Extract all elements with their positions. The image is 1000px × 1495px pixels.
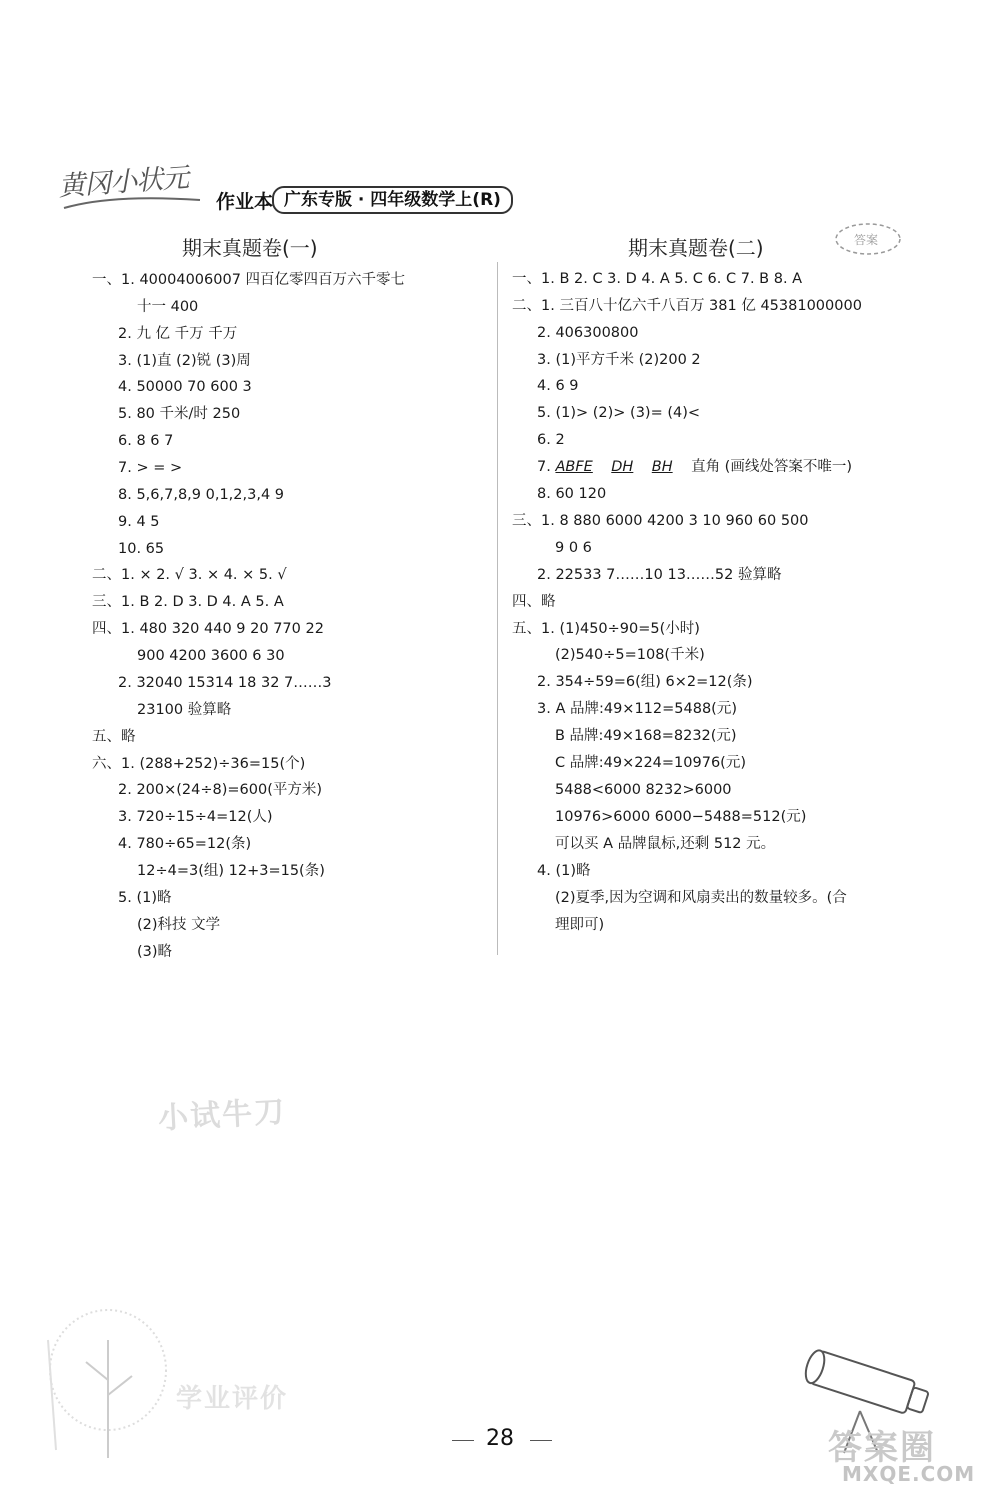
brand-logo: 黄冈小状元 xyxy=(57,162,190,203)
right-line-22: 可以买 A 品牌鼠标,还剩 512 元。 xyxy=(555,836,776,852)
line7-answer-3: BH xyxy=(651,459,673,475)
left-line-2: 十一 400 xyxy=(137,299,199,315)
line7-suffix: 直角 (画线处答案不唯一) xyxy=(691,459,853,475)
right-line-15: (2)540÷5=108(千米) xyxy=(555,647,705,663)
left-line-26: (3)略 xyxy=(137,944,173,960)
right-line-13: 四、略 xyxy=(512,594,556,610)
left-line-17: 23100 验算略 xyxy=(137,702,232,718)
right-line-4: 3. (1)平方千米 (2)200 2 xyxy=(537,352,701,368)
right-line-20: 5488<6000 8232>6000 xyxy=(555,782,732,798)
right-line-11: 9 0 6 xyxy=(555,540,592,556)
watermark-url: MXQE.COM xyxy=(842,1462,976,1486)
left-line-11: 10. 65 xyxy=(118,541,165,557)
left-line-19: 六、1. (288+252)÷36=15(个) xyxy=(92,756,306,772)
faded-footer-heading: 学业评价 xyxy=(176,1384,289,1414)
left-line-20: 2. 200×(24÷8)=600(平方米) xyxy=(118,782,323,798)
right-line-5: 4. 6 9 xyxy=(537,378,579,394)
right-line-16: 2. 354÷59=6(组) 6×2=12(条) xyxy=(537,674,753,690)
page-number-dash-left xyxy=(452,1440,474,1441)
left-section-title: 期末真题卷(一) xyxy=(182,236,318,260)
right-line-21: 10976>6000 6000−5488=512(元) xyxy=(555,809,807,825)
column-divider xyxy=(497,262,498,955)
right-line-18: B 品牌:49×168=8232(元) xyxy=(555,728,737,744)
left-line-4: 3. (1)直 (2)锐 (3)周 xyxy=(118,353,251,369)
faded-section-heading: 小试牛刀 xyxy=(157,1094,288,1137)
left-line-25: (2)科技 文学 xyxy=(137,917,221,933)
right-section-title: 期末真题卷(二) xyxy=(628,236,764,260)
tree-illustration xyxy=(28,1300,218,1460)
right-line-14: 五、1. (1)450÷90=5(小时) xyxy=(512,621,700,637)
left-line-10: 9. 4 5 xyxy=(118,514,160,530)
left-line-8: 7. > = > xyxy=(118,460,183,476)
right-line-25: 理即可) xyxy=(555,917,605,933)
stamp-icon xyxy=(834,221,902,257)
left-line-18: 五、略 xyxy=(92,729,136,745)
left-line-24: 5. (1)略 xyxy=(118,890,172,906)
right-line-17: 3. A 品牌:49×112=5488(元) xyxy=(537,701,737,717)
left-line-13: 三、1. B 2. D 3. D 4. A 5. A xyxy=(92,594,284,610)
book-name: 作业本 xyxy=(216,191,274,213)
line7-answer-1: ABFE xyxy=(555,459,593,475)
left-line-1: 一、1. 40004006007 四百亿零四百万六千零七 xyxy=(92,272,406,288)
left-line-15: 900 4200 3600 6 30 xyxy=(137,648,285,664)
right-line-24: (2)夏季,因为空调和风扇卖出的数量较多。(合 xyxy=(555,890,847,906)
right-line-10: 三、1. 8 880 6000 4200 3 10 960 60 500 xyxy=(512,513,809,529)
left-line-22: 4. 780÷65=12(条) xyxy=(118,836,252,852)
left-line-3: 2. 九 亿 千万 千万 xyxy=(118,326,238,342)
left-line-6: 5. 80 千米/时 250 xyxy=(118,406,241,422)
edition-badge: 广东专版 · 四年级数学上(R) xyxy=(272,186,513,214)
right-line-3: 2. 406300800 xyxy=(537,325,639,341)
right-line-2: 二、1. 三百八十亿六千八百万 381 亿 45381000000 xyxy=(512,298,862,314)
line7-prefix: 7. xyxy=(537,459,556,475)
page-number: 28 xyxy=(486,1426,514,1451)
page-number-dash-right xyxy=(530,1440,552,1441)
left-line-9: 8. 5,6,7,8,9 0,1,2,3,4 9 xyxy=(118,487,285,503)
left-line-21: 3. 720÷15÷4=12(人) xyxy=(118,809,273,825)
right-line-7: 6. 2 xyxy=(537,432,565,448)
left-line-5: 4. 50000 70 600 3 xyxy=(118,379,252,395)
line7-answer-2: DH xyxy=(611,459,634,475)
left-line-14: 四、1. 480 320 440 9 20 770 22 xyxy=(92,621,324,637)
right-line-23: 4. (1)略 xyxy=(537,863,591,879)
left-line-16: 2. 32040 15314 18 32 7……3 xyxy=(118,675,332,691)
right-line-12: 2. 22533 7……10 13……52 验算略 xyxy=(537,567,782,583)
left-line-23: 12÷4=3(组) 12+3=15(条) xyxy=(137,863,325,879)
right-line-6: 5. (1)> (2)> (3)= (4)< xyxy=(537,405,701,421)
left-line-12: 二、1. × 2. √ 3. × 4. × 5. √ xyxy=(92,567,287,583)
right-line-1: 一、1. B 2. C 3. D 4. A 5. C 6. C 7. B 8. A xyxy=(512,271,803,287)
watermark-text: 答案圈 xyxy=(828,1428,936,1468)
left-line-7: 6. 8 6 7 xyxy=(118,433,174,449)
stamp-text: 答案 xyxy=(854,233,879,247)
right-line-9: 8. 60 120 xyxy=(537,486,607,502)
logo-swoosh xyxy=(62,190,202,214)
right-line-19: C 品牌:49×224=10976(元) xyxy=(555,755,746,771)
right-line-8 xyxy=(537,458,852,476)
